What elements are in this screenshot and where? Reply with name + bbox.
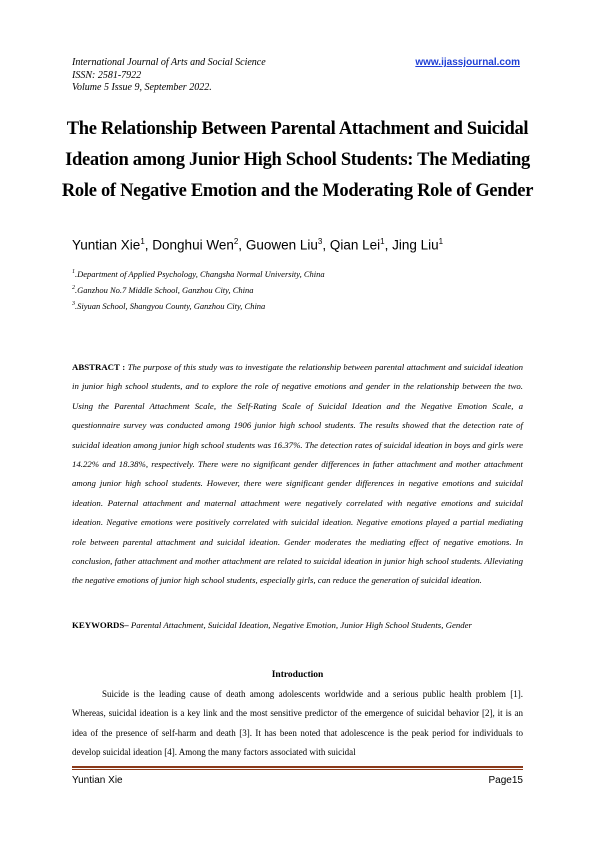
author-affiliation-mark: 1 [438, 237, 444, 246]
affiliation-list [72, 265, 325, 312]
affiliation-item: $^1$.Department of Applied Psychology, Changsha Normal University, China [72, 268, 325, 279]
affiliation-item: $^3$.Siyuan School, Shangyou County, Ganzhou City, China [72, 300, 266, 311]
journal-issn: ISSN: 2581-7922 [72, 69, 142, 81]
abstract-label: ABSTRACT : [72, 362, 126, 372]
keywords-text: Parental Attachment, Suicidal Ideation, Negative Emotion, Junior High School Students, Gender [130, 620, 472, 630]
author-affiliation-mark: 2 [233, 237, 239, 246]
intro-paragraph: Suicide is the leading cause of death among adolescents worldwide and a serious public health problem [1]. Whereas, suicidal ideation is a key link and the most sensitive predictor of the emergence of suicidal behavior [2], it is an idea of the presence of self-harm and death [3]. It has been noted that adolescence is the peak period for individuals to develop suicidal ideation [4]. Among the many factors associated with suicidal [72, 689, 523, 758]
keywords [72, 617, 523, 634]
paper-title: The Relationship Between Parental Attachment and Suicidal Ideation among Junior High School Students: The Mediating Role of Negative Emotion and the Moderating Role of Gender [61, 119, 534, 201]
footer-author: Yuntian Xie [72, 775, 123, 786]
abstract [72, 358, 523, 591]
footer-rule [72, 766, 523, 768]
page-number: Page15 [488, 775, 523, 786]
abstract-text: The purpose of this study was to investigate the relationship between parental attachment and suicidal ideation in junior high school students, and to explore the role of negative emotions and gender in the relationship between the two. Using the Parental Attachment Scale, the Self-Rating Scale of Suicidal Ideation and the Negative Emotion Scale, a questionnaire survey was conducted among 1906 junior high school students. The results showed that the detection rate of suicidal ideation among junior high school students was 16.37%. The detection rates of suicidal ideation in boys and girls were 14.22% and 18.38%, respectively. There were no significant gender differences in father attachment and mother attachment among junior high school students. However, there were significant gender differences in negative emotions and suicidal ideation. Paternal attachment and maternal attachment were negatively correlated with negative emotions and suicidal ideation. Negative emotions were positively correlated with suicidal ideation. Negative emotions played a partial mediating role between parental attachment and suicidal ideation. Gender moderates the mediating effect of negative emotions. In conclusion, father attachment and mother attachment are related to suicidal ideation in junior high school students. Alleviating the negative emotions of junior high school students, especially girls, can reduce the generation of suicidal ideation. [72, 362, 523, 586]
footer-rule-thin [72, 769, 523, 770]
author-name: Donghui Wen [152, 237, 234, 253]
journal-volume: Volume 5 Issue 9, September 2022. [72, 82, 212, 93]
author-affiliation-mark: 1 [140, 237, 145, 246]
keywords-label: KEYWORDS– [72, 620, 129, 630]
journal-url-link[interactable]: www.ijassjournal.com [415, 57, 520, 68]
author-name: Guowen Liu [245, 237, 318, 253]
section-heading: Introduction [271, 670, 324, 680]
author-list: Yuntian Xie$^1$, Donghui Wen$^2$, Guowen Liu$^3$, Qian Lei$^1$, Jing Liu$^1$ [72, 237, 444, 253]
author-affiliation-mark: 3 [317, 237, 323, 246]
author-name: Yuntian Xie [72, 237, 141, 253]
journal-name: International Journal of Arts and Social Science [72, 57, 266, 68]
author-name: Jing Liu [392, 237, 439, 253]
author-name: Qian Lei [329, 237, 381, 253]
affiliation-item: $^2$.Ganzhou No.7 Middle School, Ganzhou City, China [72, 284, 254, 295]
journal-header [72, 57, 522, 95]
author-affiliation-mark: 1 [380, 237, 385, 246]
